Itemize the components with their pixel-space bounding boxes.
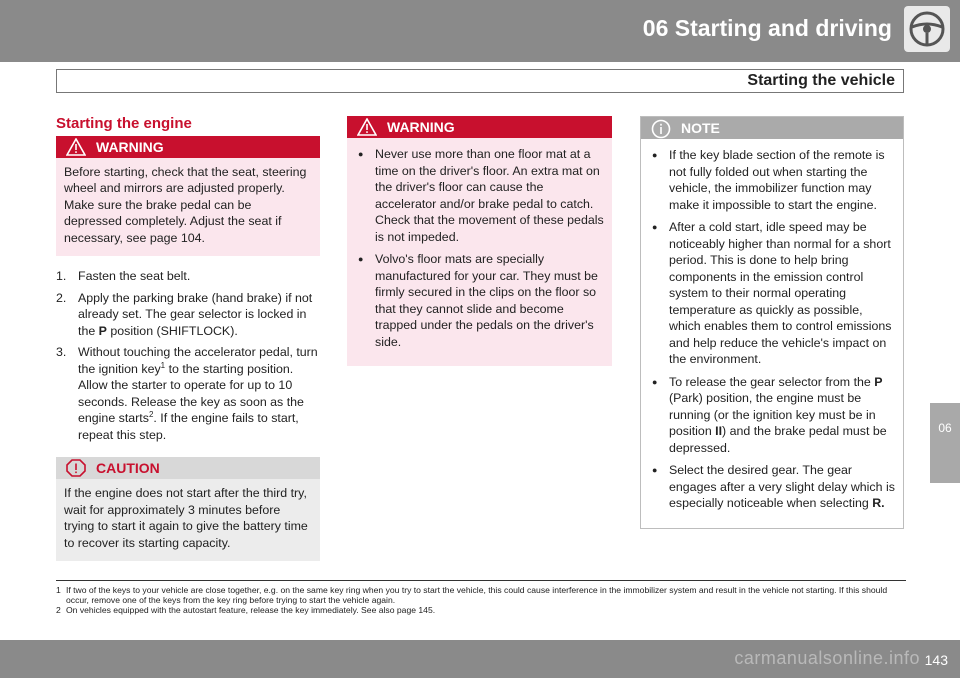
- note-box: [640, 116, 904, 529]
- list-item: ● If the key blade section of the remote is not fully folded out when starting the vehicle, the immobilizer function may make it impossible to start the engine.: [649, 147, 895, 213]
- column-middle: [347, 116, 612, 366]
- warning-box: [56, 136, 320, 257]
- footnote: 2 On vehicles equipped with the autostart feature, release the key immediately. See also page 145.: [56, 605, 436, 615]
- warning-header: [56, 136, 320, 158]
- section-bar: [56, 69, 904, 93]
- list-item: ● To release the gear selector from the P (Park) position, the engine must be running (or the ignition key must be in position II) and the brake pedal must be depressed.: [649, 374, 895, 457]
- warning-title: WARNING: [387, 119, 455, 135]
- list-item: ● Volvo's floor mats are specially manufactured for your car. They must be firmly secured in the clips on the floor so that they cannot slide and become trapped under the pedals on the driver's side.: [355, 251, 604, 350]
- footnotes: [56, 580, 906, 615]
- warning-triangle-icon: [66, 138, 86, 156]
- footnote-ref: 1: [160, 360, 166, 370]
- warning-list: [355, 146, 604, 350]
- warning-title: WARNING: [96, 138, 164, 155]
- chapter-tab-label: 06: [938, 421, 952, 435]
- warning-text: Before starting, check that the seat, steering wheel and mirrors are adjusted properly. Make sure the brake pedal can be depressed completely. Adjust the seat if necessary, see page 104.: [56, 158, 320, 257]
- steering-wheel-icon: [904, 6, 950, 52]
- chapter-tab: [930, 403, 960, 483]
- info-icon: [651, 119, 671, 139]
- page-number: 143: [924, 652, 948, 668]
- list-item: ● After a cold start, idle speed may be noticeably higher than normal for a short period. This is done to help bring components in the emission control system to their normal operating temperature as quickly as possible, which enables them to control emissions and help reduce the vehicle's impact on the environment.: [649, 219, 895, 368]
- chapter-title: 06 Starting and driving: [642, 15, 892, 41]
- list-item: 2. Apply the parking brake (hand brake) if not already set. The gear selector is locked in the P position (SHIFTLOCK).: [56, 290, 313, 338]
- caution-header: [56, 457, 320, 479]
- watermark: carmanualsonline.info: [734, 648, 920, 668]
- note-header: [641, 117, 903, 139]
- caution-text: If the engine does not start after the third try, wait for approximately 3 minutes before trying to start it again to give the battery time to recover its starting capacity.: [56, 479, 320, 561]
- steps-list: [56, 268, 320, 443]
- warning-body: [347, 138, 612, 366]
- footnote: 1 If two of the keys to your vehicle are close together, e.g. on the same key ring when you try to start the vehicle, this could cause interference in the immobilizer system and result in the vehicle not starting. If this should occur, remove one of the keys from the key ring before trying to start the vehicle again.: [56, 585, 888, 605]
- caution-box: [56, 457, 320, 561]
- list-item: ● Select the desired gear. The gear engages after a very slight delay which is especially noticeable when selecting R.: [649, 462, 895, 512]
- caution-title: CAUTION: [96, 460, 160, 476]
- list-item: 3. Without touching the accelerator pedal, turn the ignition key$^1$ to the starting position. Allow the starter to operate for up to 10 seconds. Release the key as soon as the engine starts$^2$. If the engine fails to start, repeat this step.: [56, 345, 318, 442]
- warning-box: [347, 116, 612, 366]
- list-item: 1. Fasten the seat belt.: [56, 269, 191, 283]
- column-right: [640, 116, 904, 529]
- page-header: [0, 0, 960, 62]
- warning-triangle-icon: [357, 118, 377, 136]
- section-heading: Starting the engine: [56, 115, 192, 132]
- section-title: Starting the vehicle: [747, 72, 895, 89]
- note-list: [649, 147, 895, 512]
- note-title: NOTE: [681, 120, 720, 136]
- column-left: [56, 116, 320, 561]
- list-item: ● Never use more than one floor mat at a time on the driver's floor. An extra mat on the driver's floor can cause the accelerator and/or brake pedal to catch. Check that the movement of these pedals is not impeded.: [355, 146, 604, 245]
- warning-header: [347, 116, 612, 138]
- note-body: [641, 139, 903, 528]
- caution-icon: [66, 459, 86, 477]
- page-footer: [0, 640, 960, 678]
- footnote-ref: 2: [148, 409, 154, 419]
